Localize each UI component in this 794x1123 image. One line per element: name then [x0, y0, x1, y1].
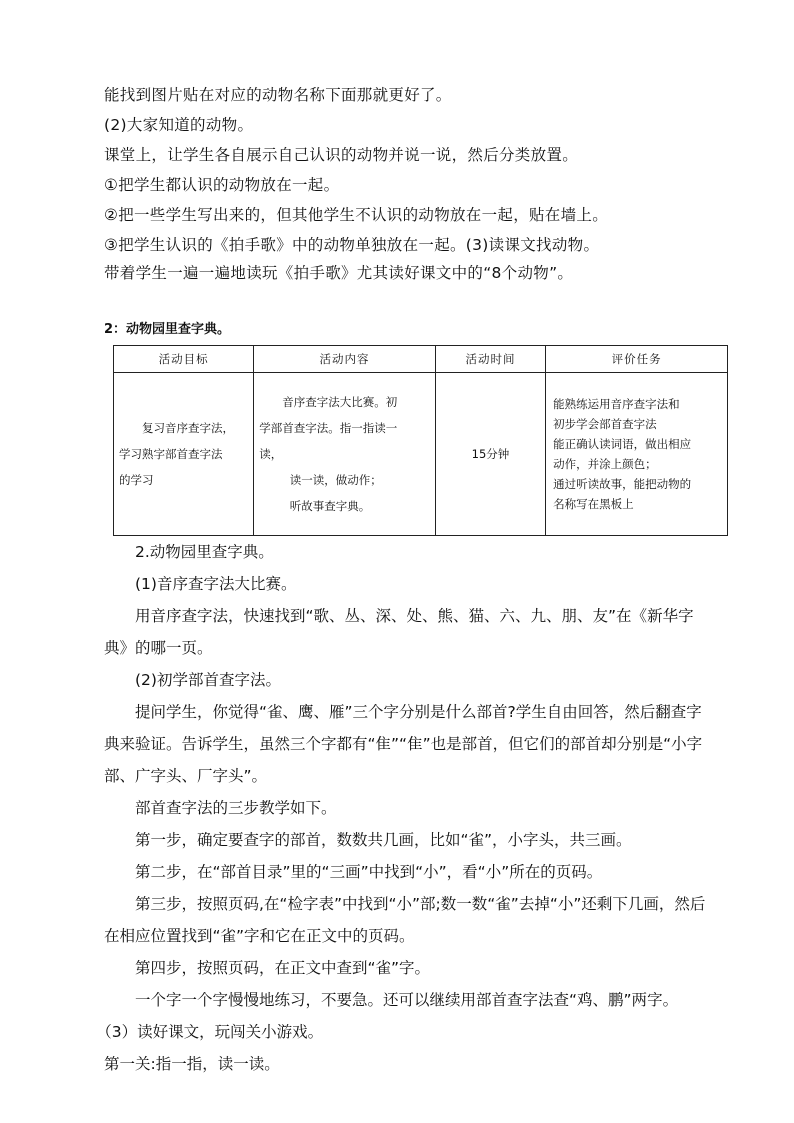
cell-evaluation	[546, 373, 728, 536]
intro-line: (2)大家知道的动物。	[104, 116, 254, 134]
body-paragraph: 部首查字法的三步教学如下。	[135, 799, 337, 817]
body-paragraph: (2)初学部首查字法。	[135, 671, 281, 689]
header-evaluation: 评价任务	[546, 346, 728, 373]
table-row	[114, 373, 728, 536]
goal-line: 复习音序查字法，	[142, 421, 234, 435]
body-paragraph: 用音序查字法，快速找到“歌、丛、深、处、熊、猫、六、九、朋、友”在《新华字典》的哪一页。	[104, 607, 694, 657]
intro-line: 带着学生一遍一遍地读玩《拍手歌》尤其读好课文中的“8个动物”。	[104, 264, 574, 282]
goal-line: 的学习	[119, 473, 154, 487]
content-line: 音序查字法大比赛。初	[282, 395, 398, 409]
cell-goal	[114, 373, 254, 536]
eval-line: 动作，并涂上颜色；	[553, 457, 657, 471]
body-paragraph: (1)音序查字法大比赛。	[135, 575, 297, 593]
intro-line: ③把学生认识的《拍手歌》中的动物单独放在一起。(3)读课文找动物。	[104, 236, 600, 254]
table-header-row	[114, 346, 728, 373]
body-paragraph: 第一关:指一指，读一读。	[104, 1055, 280, 1073]
header-goal: 活动目标	[114, 346, 254, 373]
activity-table	[113, 345, 728, 536]
section-title: 2：动物园里查字典。	[104, 322, 231, 337]
eval-line: 能熟练运用音序查字法和	[553, 397, 680, 411]
intro-line: 课堂上，让学生各自展示自己认识的动物并说一说，然后分类放置。	[104, 146, 579, 164]
body-paragraph: 一个字一个字慢慢地练习，不要急。还可以继续用部首查字法查“鸡、鹏”两字。	[135, 991, 679, 1009]
content-line: 听故事查字典。	[289, 499, 371, 513]
goal-line: 学习熟字部首查字法	[119, 447, 223, 461]
intro-line: ②把一些学生写出来的，但其他学生不认识的动物放在一起，贴在墙上。	[104, 206, 608, 224]
content-line: 读，	[259, 447, 283, 461]
header-time: 活动时间	[435, 346, 545, 373]
body-section	[96, 536, 714, 1080]
intro-line: 能找到图片贴在对应的动物名称下面那就更好了。	[104, 86, 452, 104]
body-paragraph: 2.动物园里查字典。	[135, 543, 274, 561]
content-line: 读一读，做动作；	[289, 473, 382, 487]
body-paragraph: 第二步，在“部首目录”里的“三画”中找到“小”，看“小”所在的页码。	[135, 863, 603, 881]
intro-line: ①把学生都认识的动物放在一起。	[104, 176, 340, 194]
eval-line: 名称写在黑板上	[553, 497, 634, 511]
eval-line: 初步学会部首查字法	[553, 417, 657, 431]
body-paragraph: 第三步，按照页码,在“检字表”中找到“小”部;数一数“雀”去掉“小”还剩下几画，然后在相应位置找到“雀”字和它在正文中的页码。	[104, 895, 706, 945]
cell-time: 15分钟	[435, 373, 545, 536]
body-paragraph: 第一步，确定要查字的部首，数数共几画，比如“雀”，小字头，共三画。	[135, 831, 632, 849]
body-paragraph: 提问学生，你觉得“雀、鹰、雁”三个字分别是什么部首?学生自由回答，然后翻查字典来验证。告诉学生，虽然三个字都有“隹”“隹”也是部首，但它们的部首却分别是“小字部、广字头、厂字头”。	[104, 703, 703, 785]
eval-line: 能正确认读词语，做出相应	[553, 437, 692, 451]
content-line: 学部首查字法。指一指读一	[259, 421, 398, 435]
cell-content	[254, 373, 436, 536]
body-paragraph: （3）读好课文，玩闯关小游戏。	[96, 1023, 324, 1041]
header-content: 活动内容	[254, 346, 436, 373]
body-paragraph: 第四步，按照页码，在正文中查到“雀”字。	[135, 959, 431, 977]
eval-line: 通过听读故事，能把动物的	[553, 477, 692, 491]
